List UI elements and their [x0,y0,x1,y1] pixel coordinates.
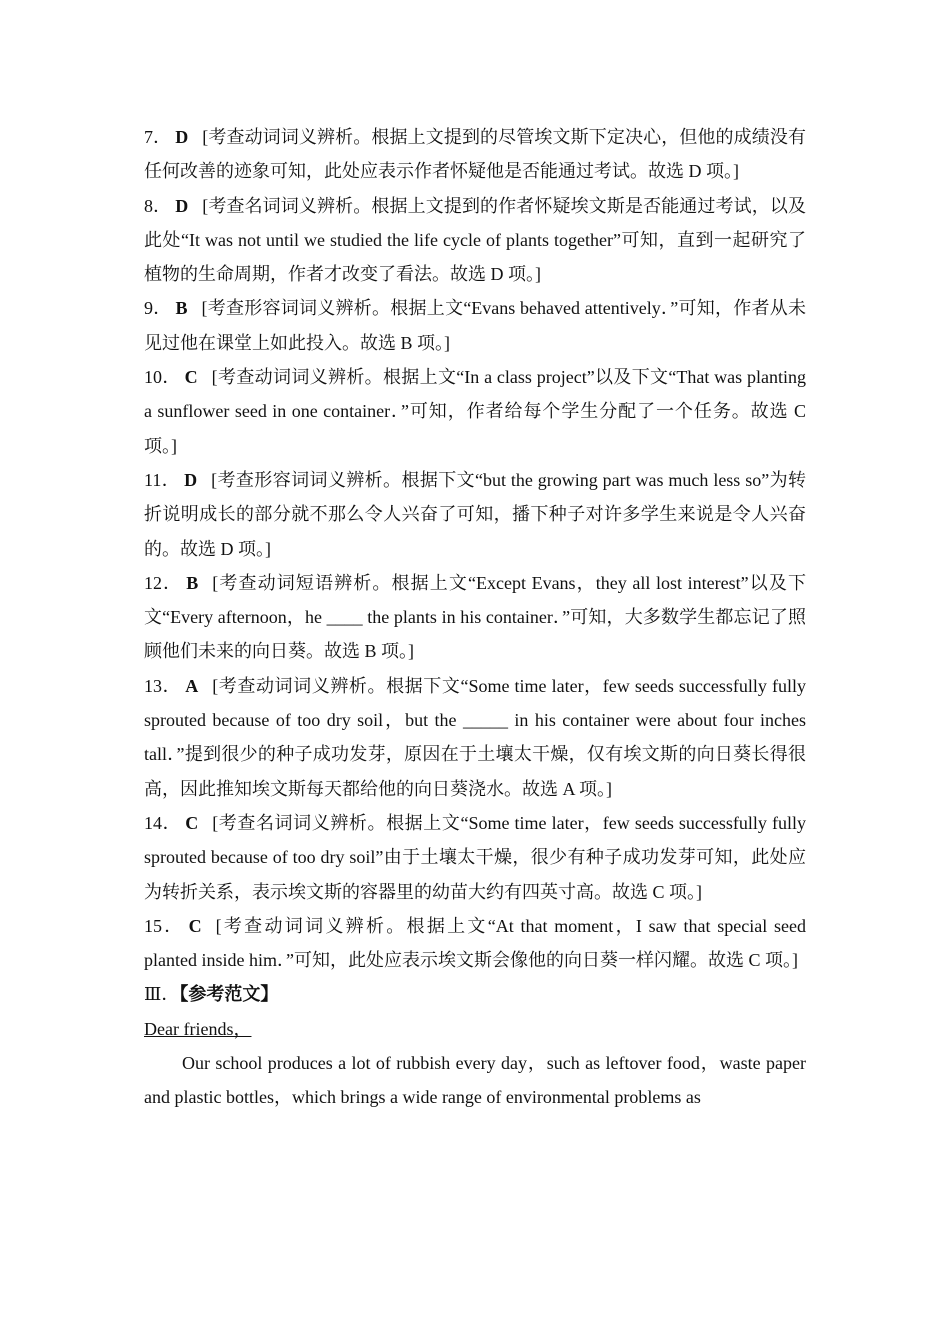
item-answer: C [184,367,198,388]
answer-item-11 [144,463,806,566]
letter-paragraph: Our school produces a lot of rubbish every day，such as leftover food，waste paper and plastic bottles，which brings a wide range of environmental problems as [144,1053,806,1108]
item-answer: C [188,915,202,936]
item-explanation: [考查名词词义辨析。根据上文提到的作者怀疑埃文斯是否能通过考试，以及此处“It was not until we studied the life cycle of plants together”可知，直到一起研究了植物的生命周期，作者才改变了看法。故选 D 项。] [144,195,806,285]
item-explanation: [考查动词词义辨析。根据下文“Some time later，few seeds successfully fully sprouted because of too dry soil，but the _____ in his container were about four inches tall．”提到很少的种子成功发芽，原因在于土壤太干燥，仅有埃文斯的向日葵长得很高，因此推知埃文斯每天都给他的向日葵浇水。故选 A 项。] [144,675,806,799]
item-explanation: [考查形容词词义辨析。根据上文“Evans behaved attentively．”可知，作者从未见过他在课堂上如此投入。故选 B 项。] [144,298,807,353]
answer-item-8 [144,189,806,292]
answer-item-14 [144,806,806,909]
section-heading [144,977,806,1011]
item-number: 14． [144,812,182,833]
item-number: 8． [144,195,172,216]
item-explanation: [考查形容词词义辨析。根据下文“but the growing part was much less so”为转折说明成长的部分就不那么令人兴奋了可知，播下种子对许多学生来说是令人兴奋的。故选 D 项。] [144,469,806,559]
item-number: 7． [144,127,172,147]
answer-document [144,120,806,1115]
item-number: 13． [144,675,182,696]
item-answer: C [185,812,199,833]
answer-item-15 [144,909,806,978]
item-explanation: [考查名词词义辨析。根据上文“Some time later，few seeds successfully fully sprouted because of too dry soil”由于土壤太干燥，很少有种子成功发芽可知，此处应为转折关系，表示埃文斯的容器里的幼苗大约有四英寸高。故选 C 项。] [144,812,806,902]
item-explanation: [考查动词短语辨析。根据上文“Except Evans，they all lost interest”以及下文“Every afternoon，he ____ the plants in his container．”可知，大多数学生都忘记了照顾他们未来的向日葵。故选 B 项。] [144,572,807,662]
answer-item-13 [144,669,806,806]
item-explanation: [考查动词词义辨析。根据上文“At that moment，I saw that special seed planted inside him．”可知，此处应表示埃文斯会像他的向日葵一样闪耀。故选 C 项。] [144,915,806,971]
item-number: 10． [144,367,181,388]
item-explanation: [考查动词词义辨析。根据上文“In a class project”以及下文“That was planting a sunflower seed in one container．”可知，作者给每个学生分配了一个任务。故选 C 项。] [144,367,806,456]
item-explanation: [考查动词词义辨析。根据上文提到的尽管埃文斯下定决心，但他的成绩没有任何改善的迹象可知，此处应表示作者怀疑他是否能通过考试。故选 D 项。] [144,127,806,182]
item-number: 15． [144,915,185,936]
section-title: 【参考范文】 [179,984,279,1005]
item-number: 11． [144,469,181,490]
item-number: 9． [144,298,172,319]
item-answer: D [175,127,189,147]
item-answer: D [175,195,189,216]
answer-item-9 [144,291,806,360]
answer-item-12 [144,566,806,669]
item-answer: D [184,469,198,490]
item-answer: B [186,572,199,593]
item-answer: B [175,298,188,319]
letter-greeting: Dear friends， [144,1018,252,1039]
answer-item-10 [144,360,806,463]
item-answer: A [185,675,199,696]
section-number: Ⅲ． [144,984,180,1005]
item-number: 12． [144,572,183,593]
answer-item-7 [144,120,806,189]
